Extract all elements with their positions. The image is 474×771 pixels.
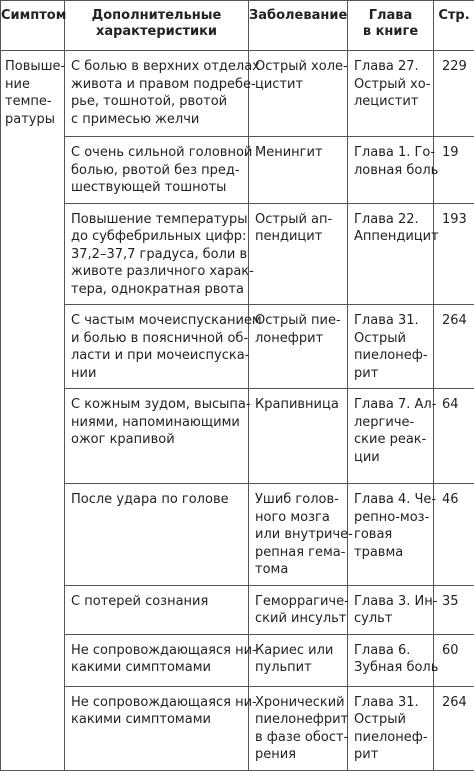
disease-cell-line: лонефрит [255, 330, 343, 348]
chapter-cell-line: сульт [354, 610, 429, 628]
table-row [1, 484, 474, 586]
page-cell-value: 19 [442, 144, 470, 162]
page-cell-value: 229 [442, 58, 470, 76]
page-cell-value: 46 [442, 491, 470, 509]
disease-cell-line: рения [255, 746, 343, 764]
characteristics-cell-line: Повышение температуры [71, 211, 244, 229]
characteristics-cell-line: ласти и при мочеиспуска- [71, 347, 244, 365]
disease-cell-line: Острый холе- [255, 58, 343, 76]
chapter-cell-line: Острый [354, 330, 429, 348]
disease-cell-line: Геморрагиче- [255, 593, 343, 611]
chapter-cell [348, 305, 434, 389]
disease-cell-line: Крапивница [255, 396, 343, 414]
chapter-cell-line: Глава 1. Го- [354, 144, 429, 162]
disease-cell [249, 51, 348, 137]
disease-cell [249, 484, 348, 586]
chapter-cell-line: Глава 22. [354, 211, 429, 229]
symptom-cell [1, 51, 65, 771]
characteristics-cell-line: ожог крапивой [71, 431, 244, 449]
characteristics-cell-line: болью, рвотой без пред- [71, 162, 244, 180]
chapter-cell [348, 484, 434, 586]
characteristics-cell [65, 634, 249, 686]
page-cell-value: 64 [442, 396, 470, 414]
characteristics-cell-line: животе различного харак- [71, 263, 244, 281]
page-cell [434, 305, 474, 389]
table-header-row [1, 1, 474, 51]
characteristics-cell-line: какими симптомами [71, 711, 244, 729]
disease-cell [249, 389, 348, 484]
symptom-cell-line: ние [5, 76, 60, 94]
table-row [1, 585, 474, 634]
chapter-cell-line: рит [354, 365, 429, 383]
symptom-cell-line: ратуры [5, 111, 60, 129]
disease-cell-line: Хронический [255, 694, 343, 712]
characteristics-cell-line: Не сопровождающаяся ни- [71, 642, 244, 660]
characteristics-cell-line: С потерей сознания [71, 593, 244, 611]
characteristics-cell [65, 585, 249, 634]
chapter-cell-line: Глава 31. [354, 694, 429, 712]
chapter-cell-line: рит [354, 746, 429, 764]
header-chapter: Глава в книге [348, 1, 434, 51]
page-cell [434, 585, 474, 634]
symptom-cell-line: Повыше- [5, 58, 60, 76]
page-cell [434, 686, 474, 770]
disease-cell-line: Острый пие- [255, 312, 343, 330]
table-row [1, 389, 474, 484]
symptom-cell-line: темпе- [5, 93, 60, 111]
disease-cell-line: Кариес или [255, 642, 343, 660]
page-cell [434, 51, 474, 137]
chapter-cell [348, 585, 434, 634]
characteristics-cell-line: какими симптомами [71, 659, 244, 677]
page-cell [434, 634, 474, 686]
table-row [1, 686, 474, 770]
characteristics-cell [65, 389, 249, 484]
page-cell-value: 264 [442, 312, 470, 330]
table-row [1, 203, 474, 305]
characteristics-cell [65, 137, 249, 204]
header-disease: Заболевание [249, 1, 348, 51]
page-cell-value: 193 [442, 211, 470, 229]
disease-cell-line: пульпит [255, 659, 343, 677]
page-cell [434, 137, 474, 204]
characteristics-cell [65, 203, 249, 305]
disease-cell-line: Ушиб голов- [255, 491, 343, 509]
chapter-cell-line: Аппендицит [354, 228, 429, 246]
disease-cell [249, 585, 348, 634]
chapter-cell [348, 137, 434, 204]
characteristics-cell [65, 484, 249, 586]
chapter-cell-line: Глава 4. Че- [354, 491, 429, 509]
chapter-cell-line: ловная боль [354, 162, 429, 180]
page-cell-value: 264 [442, 694, 470, 712]
characteristics-cell-line: С частым мочеиспусканием [71, 312, 244, 330]
characteristics-cell [65, 686, 249, 770]
characteristics-cell [65, 305, 249, 389]
chapter-cell-line: травма [354, 544, 429, 562]
characteristics-cell [65, 51, 249, 137]
characteristics-cell-line: до субфебрильных цифр: [71, 228, 244, 246]
characteristics-cell-line: С болью в верхних отделах [71, 58, 244, 76]
disease-cell-line: пендицит [255, 228, 343, 246]
characteristics-cell-line: После удара по голове [71, 491, 244, 509]
characteristics-cell-line: С очень сильной головной [71, 144, 244, 162]
header-symptom: Симптом [1, 1, 65, 51]
page-cell-value: 60 [442, 642, 470, 660]
header-page: Стр. [434, 1, 474, 51]
chapter-cell [348, 634, 434, 686]
disease-cell-line: или внутриче- [255, 526, 343, 544]
chapter-cell [348, 51, 434, 137]
disease-cell [249, 203, 348, 305]
characteristics-cell-line: рье, тошнотой, рвотой [71, 93, 244, 111]
disease-cell-line: ного мозга [255, 509, 343, 527]
chapter-cell-line: Глава 27. [354, 58, 429, 76]
chapter-cell-line: лергиче- [354, 414, 429, 432]
chapter-cell-line: Глава 31. [354, 312, 429, 330]
disease-cell-line: ский инсульт [255, 610, 343, 628]
disease-cell [249, 686, 348, 770]
table-row [1, 51, 474, 137]
table-row [1, 137, 474, 204]
chapter-cell-line: пиелонеф- [354, 347, 429, 365]
table-row [1, 634, 474, 686]
chapter-cell-line: ские реак- [354, 431, 429, 449]
chapter-cell-line: Острый [354, 711, 429, 729]
characteristics-cell-line: нии [71, 365, 244, 383]
chapter-cell-line: Глава 6. [354, 642, 429, 660]
characteristics-cell-line: тера, однократная рвота [71, 281, 244, 299]
disease-cell-line: тома [255, 561, 343, 579]
characteristics-cell-line: Не сопровождающаяся ни- [71, 694, 244, 712]
disease-cell-line: цистит [255, 76, 343, 94]
page-cell [434, 389, 474, 484]
chapter-cell [348, 389, 434, 484]
disease-cell-line: в фазе обост- [255, 729, 343, 747]
disease-cell-line: Менингит [255, 144, 343, 162]
chapter-cell [348, 203, 434, 305]
disease-cell [249, 137, 348, 204]
chapter-cell-line: Глава 7. Ал- [354, 396, 429, 414]
disease-cell [249, 305, 348, 389]
chapter-cell-line: пиелонеф- [354, 729, 429, 747]
disease-cell-line: пиелонефрит [255, 711, 343, 729]
page-cell [434, 203, 474, 305]
table-row [1, 305, 474, 389]
characteristics-cell-line: и болью в поясничной об- [71, 330, 244, 348]
characteristics-cell-line: живота и правом подребе- [71, 76, 244, 94]
characteristics-cell-line: ниями, напоминающими [71, 414, 244, 432]
page-cell-value: 35 [442, 593, 470, 611]
characteristics-cell-line: с примесью желчи [71, 111, 244, 129]
chapter-cell [348, 686, 434, 770]
chapter-cell-line: Острый хо- [354, 76, 429, 94]
chapter-cell-line: говая [354, 526, 429, 544]
chapter-cell-line: лецистит [354, 93, 429, 111]
page-cell [434, 484, 474, 586]
disease-cell-line: Острый ап- [255, 211, 343, 229]
chapter-cell-line: Глава 3. Ин- [354, 593, 429, 611]
disease-cell [249, 634, 348, 686]
chapter-cell-line: репно-моз- [354, 509, 429, 527]
chapter-cell-line: ции [354, 449, 429, 467]
characteristics-cell-line: 37,2–37,7 градуса, боли в [71, 246, 244, 264]
characteristics-cell-line: шествующей тошноты [71, 179, 244, 197]
disease-cell-line: репная гема- [255, 544, 343, 562]
header-characteristics: Дополнительные характеристики [65, 1, 249, 51]
chapter-cell-line: Зубная боль [354, 659, 429, 677]
characteristics-cell-line: С кожным зудом, высыпа- [71, 396, 244, 414]
